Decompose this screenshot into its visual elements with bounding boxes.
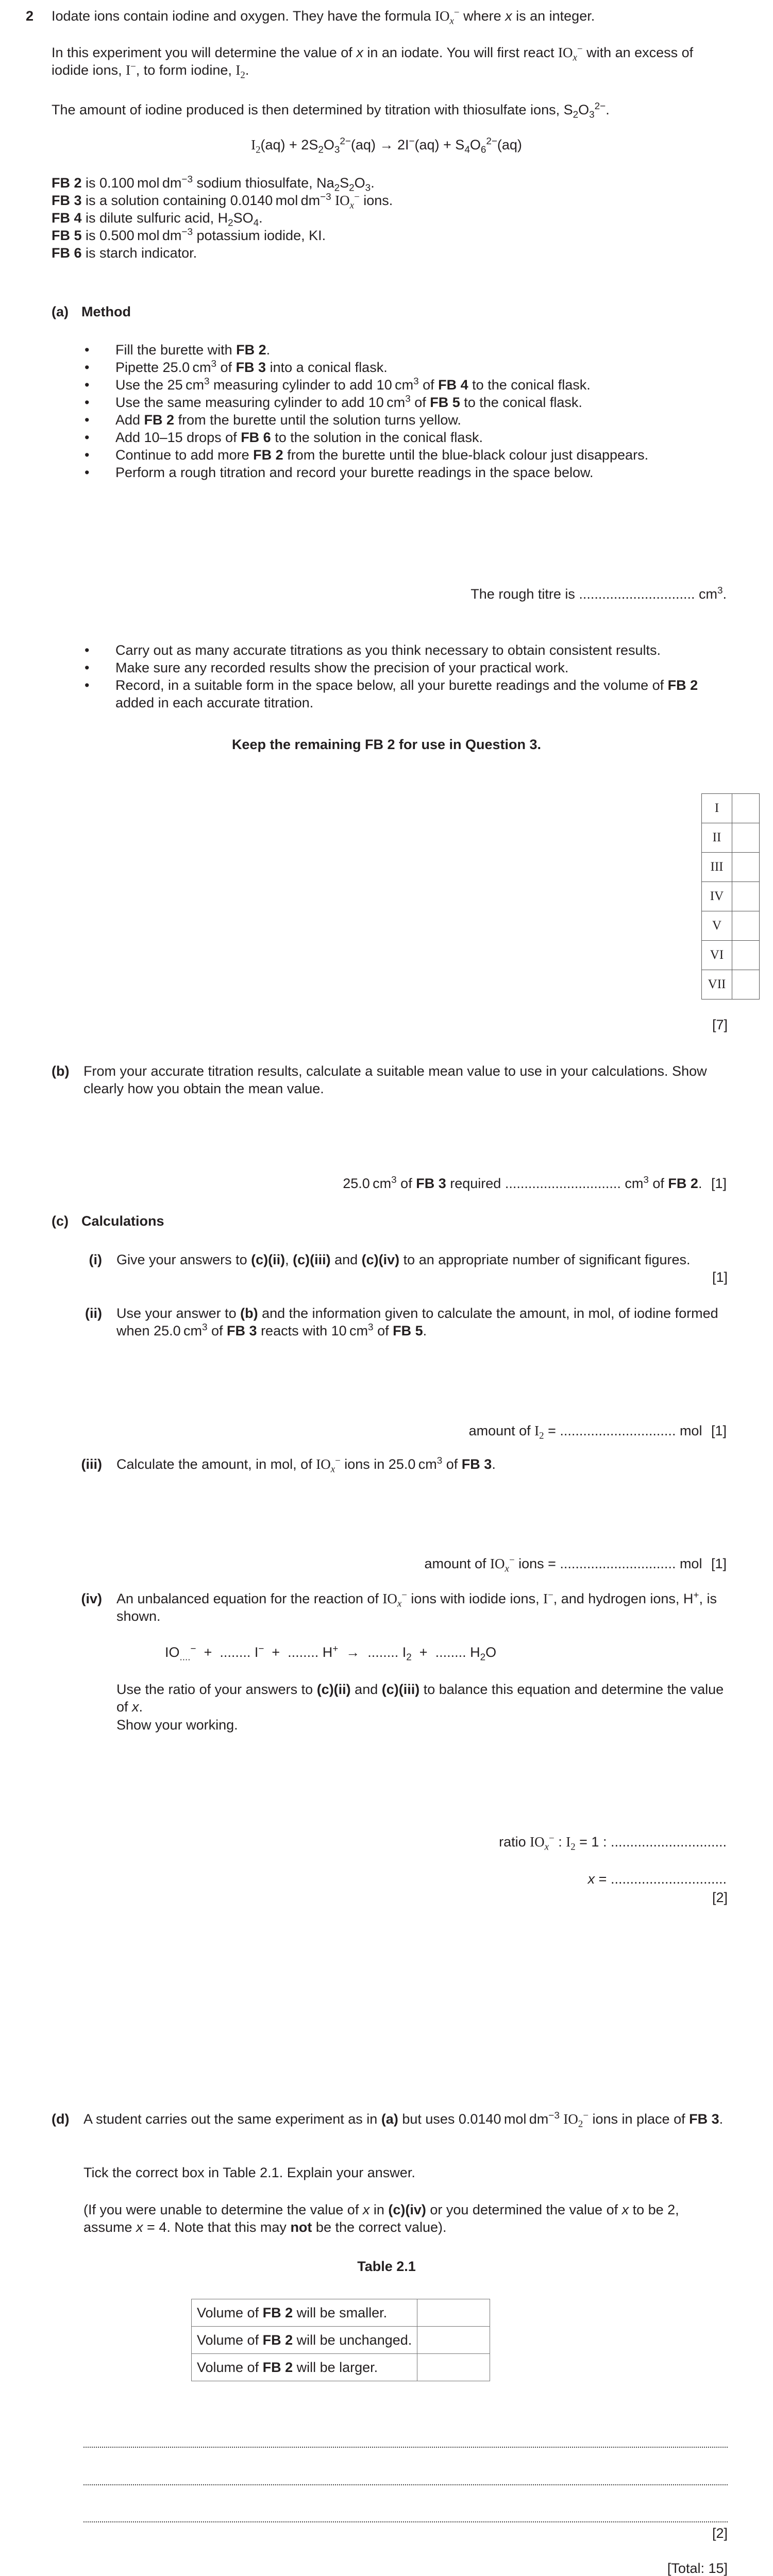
part-a-marks: [7]	[712, 1017, 728, 1032]
accurate-step: • Record, in a suitable form in the space below, all your burette readings and the volume of FB 2 added in each accurate titration.	[83, 676, 728, 711]
marking-row	[702, 853, 760, 882]
method-step: • Pipette 25.0 $cm^3$ of FB 3 into a conical flask.	[83, 359, 728, 376]
answer-line[interactable]	[83, 2484, 728, 2485]
marking-row	[702, 823, 760, 853]
part-c-iii-answer-line	[309, 1555, 727, 1572]
tick-box[interactable]	[417, 2327, 490, 2354]
marking-row	[702, 911, 760, 941]
part-b-answer-suffix: $cm^3$ of FB 2.	[625, 1175, 702, 1191]
part-d-tick-instruction: Tick the correct box in Table 2.1. Explain your answer.	[83, 2165, 415, 2180]
keep-fb2-note: Keep the remaining FB 2 for use in Question 3.	[231, 737, 542, 752]
method-step: • Fill the burette with FB 2.	[83, 341, 728, 359]
marking-box	[732, 970, 760, 999]
part-b-label: (b)	[52, 1063, 70, 1079]
accurate-titration-steps	[83, 641, 728, 711]
marking-row	[702, 882, 760, 911]
method-step: • Perform a rough titration and record your burette readings in the space below.	[83, 464, 728, 481]
answer-line[interactable]	[83, 2521, 728, 2522]
marking-row	[702, 794, 760, 823]
part-c-ii-text: Use your answer to (b) and the information given to calculate the amount, in mol, of iodine formed when 25.0 $cm^3$ of FB 3 reacts with 10 $cm^3$ of FB 5.	[116, 1306, 718, 1338]
part-b-question: From your accurate titration results, calculate a suitable mean value to use in your calculations. Show clearly how you obtain the mean value.	[83, 1063, 707, 1096]
table-cell: Volume of FB 2 will be smaller.	[192, 2299, 417, 2327]
part-c-iii-answer[interactable]: amount of $IO_x^-$ ions = .............................. mol	[424, 1555, 702, 1574]
method-step: • Use the same measuring cylinder to add 10 $cm^3$ of FB 5 to the conical flask.	[83, 394, 728, 411]
part-c-i-marks: [1]	[712, 1269, 728, 1285]
part-c-i-text: Give your answers to (c)(ii), (c)(iii) and (c)(iv) to an appropriate number of significant figures.	[116, 1252, 691, 1267]
table-row	[192, 2299, 490, 2327]
unbalanced-equation: $IO_{....}^-$ + ........ I− + ........ H+ → ........ $I_2$ + ........ $H_2O$	[165, 1643, 497, 1663]
accurate-step: • Carry out as many accurate titrations as you think necessary to obtain consistent results.	[83, 641, 728, 659]
reagent-fb3: FB 3 is a solution containing 0.0140 mol $dm^{-3}$ $IO_x^-$ ions.	[52, 192, 393, 211]
table-2-1	[191, 2299, 490, 2381]
marking-row	[702, 941, 760, 970]
reagent-fb4: FB 4 is dilute sulfuric acid, $H_2SO_4$.	[52, 210, 263, 229]
total-marks: [Total: 15]	[667, 2561, 728, 2576]
table-row	[192, 2327, 490, 2354]
rough-titre-line	[206, 585, 727, 603]
part-c-iv-label: (iv)	[81, 1591, 102, 1606]
marking-label: V	[702, 911, 732, 941]
marking-label: VII	[702, 970, 732, 999]
method-step: • Add FB 2 from the burette until the solution turns yellow.	[83, 411, 728, 429]
part-c-ii-marks: [1]	[711, 1423, 727, 1438]
part-b-answer-line	[155, 1175, 727, 1192]
marking-label: III	[702, 853, 732, 882]
reagent-list	[52, 174, 727, 262]
part-c-ii-answer[interactable]: amount of $I_2$ = .............................. mol	[468, 1423, 702, 1442]
tick-box[interactable]	[417, 2354, 490, 2381]
part-c-ii-answer-line	[309, 1422, 727, 1442]
table-cell: Volume of FB 2 will be unchanged.	[192, 2327, 417, 2354]
marking-boxes	[701, 793, 760, 999]
part-b-answer-prefix: 25.0 $cm^3$ of FB 3 required	[343, 1175, 501, 1191]
part-c-ii-label: (ii)	[85, 1306, 102, 1321]
rough-titre-label: The rough titre is	[470, 586, 575, 602]
method-step: • Add 10–15 drops of FB 6 to the solution in the conical flask.	[83, 429, 728, 446]
part-b-marks: [1]	[711, 1176, 727, 1191]
marking-label: IV	[702, 882, 732, 911]
method-step: • Continue to add more FB 2 from the burette until the blue-black colour just disappears.	[83, 446, 728, 464]
marking-box	[732, 853, 760, 882]
part-d-note: (If you were unable to determine the value of x in (c)(iv) or you determined the value of x to be 2, assume x = 4. Note that this may not be the correct value).	[83, 2202, 679, 2235]
reagent-fb6: FB 6 is starch indicator.	[52, 245, 197, 261]
part-d-marks: [2]	[712, 2526, 728, 2541]
method-step: • Use the 25 $cm^3$ measuring cylinder to add 10 $cm^3$ of FB 4 to the conical flask.	[83, 376, 728, 394]
part-a-heading: Method	[81, 304, 131, 319]
marking-label: VI	[702, 941, 732, 970]
accurate-step: • Make sure any recorded results show the precision of your practical work.	[83, 659, 728, 676]
rough-titre-answer[interactable]: ..............................	[579, 586, 695, 602]
rough-titre-unit: $cm^3$.	[698, 585, 727, 602]
part-b-answer[interactable]: ..............................	[505, 1176, 621, 1191]
question-number: 2	[26, 8, 34, 24]
method-steps	[83, 341, 728, 481]
marking-label: I	[702, 794, 732, 823]
marking-box	[732, 794, 760, 823]
part-c-iii-label: (iii)	[81, 1456, 102, 1472]
marking-box	[732, 823, 760, 853]
marking-box	[732, 882, 760, 911]
part-c-iv-instruction: Use the ratio of your answers to (c)(ii) and (c)(iii) to balance this equation and determine the value of x.	[116, 1682, 724, 1715]
intro-paragraph-2: In this experiment you will determine the value of x in an iodate. You will first react $IO_x^-$ with an excess of iodide ions, I−, to form iodine, $I_2$.	[52, 44, 694, 81]
part-c-iv-text: An unbalanced equation for the reaction of $IO_x^-$ ions with iodide ions, I−, and hydrogen ions, H+, is shown.	[116, 1590, 717, 1624]
marking-box	[732, 941, 760, 970]
table-2-1-title: Table 2.1	[357, 2259, 416, 2274]
titration-equation: $I_2(aq) + 2S_2O_3^{2-}(aq) \to 2I^-(aq) + S_4O_6^{2-}(aq)$	[251, 136, 522, 156]
part-d-text: A student carries out the same experiment as in (a) but uses 0.0140 mol $dm^{-3}$ $IO_2^-$ ions in place of FB 3.	[83, 2110, 724, 2130]
part-a-label: (a)	[52, 304, 69, 319]
intro-paragraph-3: The amount of iodine produced is then determined by titration with thiosulfate ions, $S_2O_3^{2-}$.	[52, 101, 610, 121]
part-d-label: (d)	[52, 2111, 70, 2127]
show-working: Show your working.	[116, 1717, 238, 1733]
part-c-iv-marks: [2]	[712, 1890, 728, 1905]
part-c-i-label: (i)	[89, 1252, 102, 1267]
marking-row	[702, 970, 760, 999]
reagent-fb2: FB 2 is 0.100 mol $dm^{-3}$ sodium thiosulfate, $Na_2S_2O_3$.	[52, 174, 375, 194]
part-c-heading: Calculations	[81, 1213, 164, 1229]
table-row	[192, 2354, 490, 2381]
intro-paragraph-1: Iodate ions contain iodine and oxygen. They have the formula $IO_x^-$ where x is an integer.	[52, 7, 595, 27]
part-c-label: (c)	[52, 1213, 69, 1229]
reagent-fb5: FB 5 is 0.500 mol $dm^{-3}$ potassium iodide, KI.	[52, 227, 326, 243]
marking-label: II	[702, 823, 732, 853]
part-c-iii-marks: [1]	[711, 1556, 727, 1571]
answer-line[interactable]	[83, 2447, 728, 2448]
tick-box[interactable]	[417, 2299, 490, 2327]
ratio-answer[interactable]: ratio $IO_x^-$ : $I_2 = 1$ : ..............................	[499, 1833, 727, 1853]
marking-box	[732, 911, 760, 941]
table-cell: Volume of FB 2 will be larger.	[192, 2354, 417, 2381]
part-c-iii-text: Calculate the amount, in mol, of $IO_x^-$ ions in 25.0 $cm^3$ of FB 3.	[116, 1455, 496, 1475]
x-answer[interactable]: x = ..............................	[587, 1871, 727, 1887]
